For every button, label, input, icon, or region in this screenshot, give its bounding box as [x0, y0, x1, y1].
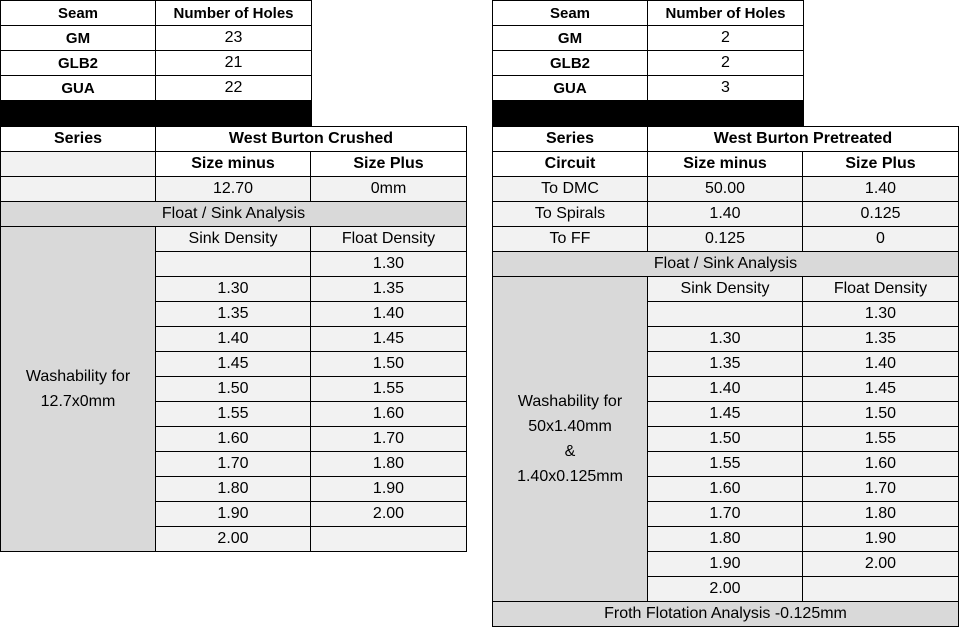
sink-density-cell: 2.00 [156, 527, 311, 552]
seam-name: GLB2 [493, 51, 648, 76]
float-density-cell: 1.35 [803, 327, 959, 352]
circuit-size-minus: 1.40 [648, 202, 803, 227]
washability-text: Washability for 12.7x0mm [25, 368, 131, 410]
float-density-cell: 1.80 [311, 452, 467, 477]
sink-density-cell: 1.35 [648, 352, 803, 377]
sink-density-cell: 1.80 [648, 527, 803, 552]
sink-density-cell: 1.40 [156, 327, 311, 352]
circuit-size-minus: 50.00 [648, 177, 803, 202]
float-density-cell: 1.30 [311, 252, 467, 277]
float-sink-label: Float / Sink Analysis [1, 202, 467, 227]
float-density-cell: 1.80 [803, 502, 959, 527]
holes-count: 2 [648, 51, 804, 76]
sink-density-cell: 1.90 [156, 502, 311, 527]
froth-flotation-label: Froth Flotation Analysis -0.125mm [493, 602, 959, 627]
size-minus-label: Size minus [648, 152, 803, 177]
sink-density-cell [156, 252, 311, 277]
seam-name: GM [1, 26, 156, 51]
sink-density-cell: 1.90 [648, 552, 803, 577]
left-panel [0, 0, 466, 552]
sink-density-cell: 1.60 [156, 427, 311, 452]
seam-name: GM [493, 26, 648, 51]
washability-label [493, 277, 648, 602]
size-minus-value: 12.70 [156, 177, 311, 202]
float-density-cell: 1.45 [311, 327, 467, 352]
empty-cell [1, 177, 156, 202]
black-divider [493, 101, 804, 126]
sink-density-label: Sink Density [648, 277, 803, 302]
washability-line: & [564, 443, 576, 460]
holes-count: 21 [156, 51, 312, 76]
sink-density-cell: 1.30 [156, 277, 311, 302]
series-label: Series [1, 127, 156, 152]
float-density-cell: 1.45 [803, 377, 959, 402]
black-divider [1, 101, 312, 126]
sink-density-cell [648, 302, 803, 327]
float-sink-label: Float / Sink Analysis [493, 252, 959, 277]
circuit-name: To DMC [493, 177, 648, 202]
sink-density-cell: 1.60 [648, 477, 803, 502]
size-plus-label: Size Plus [311, 152, 467, 177]
float-density-cell: 1.40 [803, 352, 959, 377]
series-label: Series [493, 127, 648, 152]
sink-density-cell: 1.40 [648, 377, 803, 402]
sink-density-cell: 1.70 [648, 502, 803, 527]
circuit-label: Circuit [493, 152, 648, 177]
sink-density-cell: 1.80 [156, 477, 311, 502]
washability-line: 1.40x0.125mm [517, 468, 623, 485]
float-density-cell: 1.55 [803, 427, 959, 452]
circuit-size-plus: 0 [803, 227, 959, 252]
circuit-size-minus: 0.125 [648, 227, 803, 252]
sink-density-cell: 1.50 [648, 427, 803, 452]
float-density-cell: 2.00 [311, 502, 467, 527]
sink-density-cell: 1.55 [648, 452, 803, 477]
float-density-cell: 1.40 [311, 302, 467, 327]
holes-count: 22 [156, 76, 312, 101]
sink-density-cell: 1.70 [156, 452, 311, 477]
size-minus-label: Size minus [156, 152, 311, 177]
float-density-cell: 1.60 [803, 452, 959, 477]
circuit-size-plus: 0.125 [803, 202, 959, 227]
float-density-cell: 1.60 [311, 402, 467, 427]
seam-header: Seam [493, 1, 648, 26]
sink-density-cell: 1.35 [156, 302, 311, 327]
seam-name: GUA [1, 76, 156, 101]
right-seam-table [492, 0, 804, 126]
float-density-cell: 1.90 [311, 477, 467, 502]
left-seam-table [0, 0, 312, 126]
sink-density-label: Sink Density [156, 227, 311, 252]
seam-name: GLB2 [1, 51, 156, 76]
holes-header: Number of Holes [648, 1, 804, 26]
float-density-cell [803, 577, 959, 602]
float-density-cell [311, 527, 467, 552]
series-name: West Burton Pretreated [648, 127, 959, 152]
right-panel [492, 0, 959, 627]
seam-name: GUA [493, 76, 648, 101]
empty-cell [1, 152, 156, 177]
float-density-cell: 1.55 [311, 377, 467, 402]
float-density-cell: 2.00 [803, 552, 959, 577]
holes-count: 2 [648, 26, 804, 51]
size-plus-label: Size Plus [803, 152, 959, 177]
sink-density-cell: 1.55 [156, 402, 311, 427]
float-density-cell: 1.90 [803, 527, 959, 552]
float-density-cell: 1.30 [803, 302, 959, 327]
float-density-label: Float Density [803, 277, 959, 302]
float-density-cell: 1.50 [803, 402, 959, 427]
holes-count: 23 [156, 26, 312, 51]
circuit-name: To FF [493, 227, 648, 252]
sink-density-cell: 2.00 [648, 577, 803, 602]
size-plus-value: 0mm [311, 177, 467, 202]
holes-count: 3 [648, 76, 804, 101]
washability-label [1, 227, 156, 552]
float-density-cell: 1.35 [311, 277, 467, 302]
float-density-cell: 1.70 [803, 477, 959, 502]
left-washability-table [0, 126, 467, 552]
seam-header: Seam [1, 1, 156, 26]
holes-header: Number of Holes [156, 1, 312, 26]
sink-density-cell: 1.45 [648, 402, 803, 427]
washability-line: Washability for [517, 393, 623, 410]
circuit-size-plus: 1.40 [803, 177, 959, 202]
float-density-cell: 1.70 [311, 427, 467, 452]
washability-line: 50x1.40mm [528, 418, 612, 435]
circuit-name: To Spirals [493, 202, 648, 227]
float-density-cell: 1.50 [311, 352, 467, 377]
sink-density-cell: 1.30 [648, 327, 803, 352]
sink-density-cell: 1.45 [156, 352, 311, 377]
float-density-label: Float Density [311, 227, 467, 252]
sink-density-cell: 1.50 [156, 377, 311, 402]
right-washability-table [492, 126, 959, 627]
series-name: West Burton Crushed [156, 127, 467, 152]
